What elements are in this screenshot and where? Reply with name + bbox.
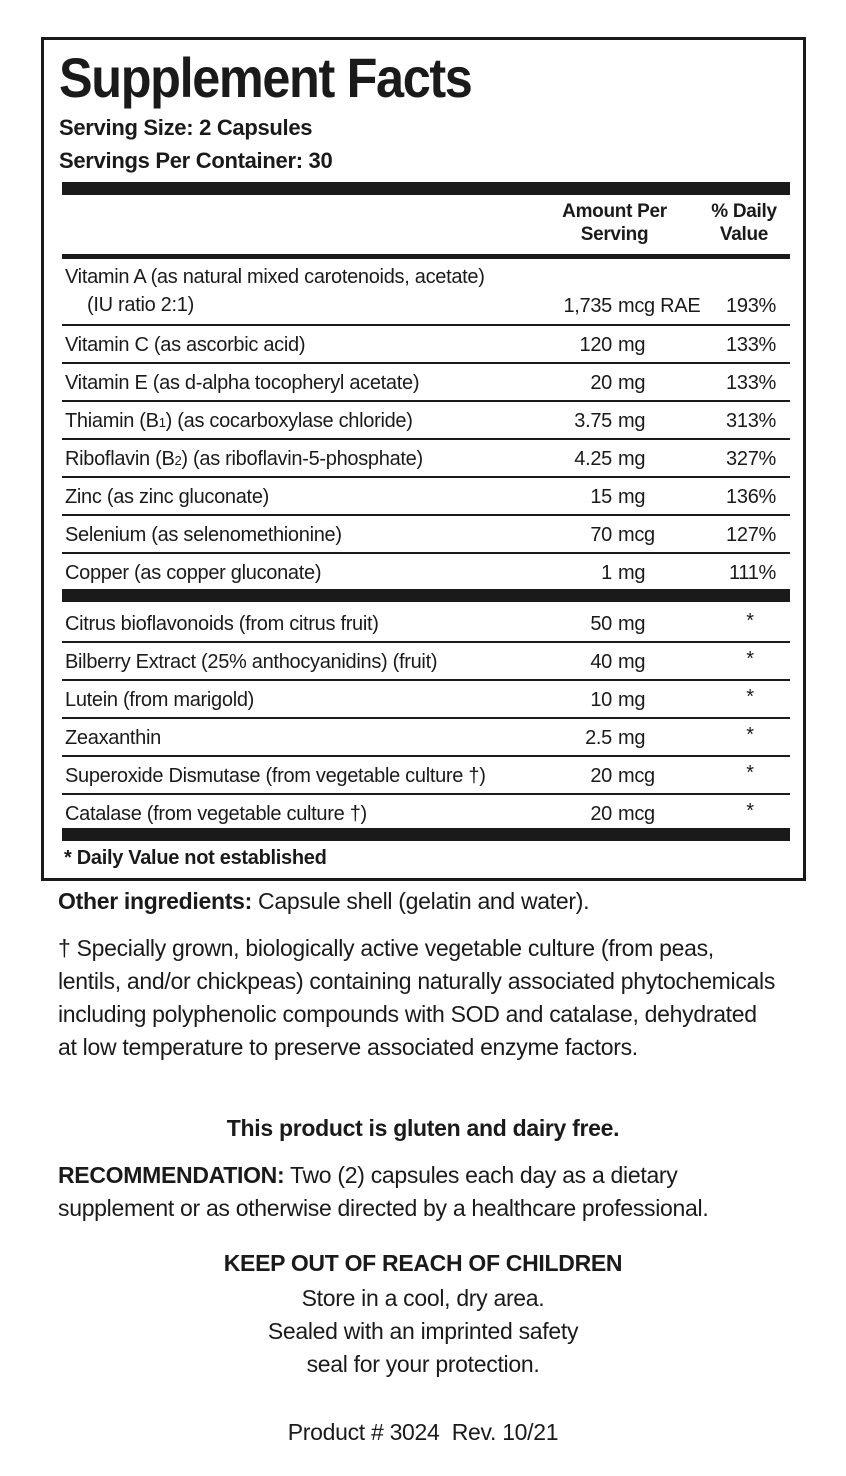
nutrient-amount: 3.75 [574, 410, 612, 432]
ingredient-name: Catalase (from vegetable culture †) [65, 803, 367, 825]
panel-title: Supplement Facts [59, 46, 472, 109]
nutrient-name: Vitamin E (as d-alpha tocopheryl acetate) [65, 372, 420, 394]
vegetable-culture-note: † Specially grown, biologically active vegetable culture (from peas, lentils, and/or chickpeas) containing naturally associated phytochemicals including polyphenolic compounds with SOD and catalase, dehydrated at low temperature to preserve associated enzyme factors. [58, 935, 776, 1060]
ingredient-name: Lutein (from marigold) [65, 689, 255, 711]
seal-note-line2: seal for your protection. [306, 1351, 540, 1377]
other-ingredients [58, 885, 778, 918]
ingredient-name: Superoxide Dismutase (from vegetable culture †) [65, 765, 486, 787]
ingredient-unit: mg [618, 727, 646, 749]
ingredient-unit: mg [618, 689, 646, 711]
name-part: ) (as cocarboxylase chloride) [165, 410, 413, 432]
nutrient-row-thiamin [62, 402, 790, 440]
ingredient-amount: 20 [590, 765, 612, 787]
name-part: Riboflavin (B [65, 448, 175, 470]
nutrient-row-vitamin-a [62, 259, 790, 326]
nutrient-daily-value: 127% [726, 524, 776, 546]
gluten-dairy-free-note: This product is gluten and dairy free. [226, 1115, 620, 1141]
nutrient-name-line2: (IU ratio 2:1) [87, 294, 194, 316]
nutrient-name [65, 263, 485, 319]
ingredient-daily-value: * [746, 648, 754, 670]
nutrient-unit: mcg RAE [618, 295, 701, 317]
ingredient-row-citrus-bioflavonoids [62, 605, 790, 643]
nutrient-unit: mg [618, 486, 646, 508]
nutrient-row-vitamin-e [62, 364, 790, 402]
nutrient-unit: mg [618, 448, 646, 470]
nutrient-name: Copper (as copper gluconate) [65, 562, 322, 584]
storage-note: Store in a cool, dry area. [301, 1285, 545, 1311]
nutrient-amount: 15 [590, 486, 612, 508]
ingredient-daily-value: * [746, 762, 754, 784]
product-number: Product # 3024 Rev. 10/21 [287, 1419, 559, 1445]
ingredient-amount: 50 [590, 613, 612, 635]
nutrient-name [65, 407, 413, 437]
ingredient-row-superoxide-dismutase [62, 757, 790, 795]
ingredient-amount: 40 [590, 651, 612, 673]
seal-note-line1: Sealed with an imprinted safety [267, 1318, 579, 1344]
supplement-facts-panel [41, 37, 806, 881]
serving-size: Serving Size: 2 Capsules [59, 115, 313, 140]
nutrient-name [65, 445, 423, 475]
column-header-amount: Amount Per Serving [562, 201, 667, 245]
ingredient-row-lutein [62, 681, 790, 719]
ingredient-name: Zeaxanthin [65, 727, 161, 749]
divider-thick [62, 182, 790, 195]
ingredient-unit: mcg [618, 765, 655, 787]
nutrient-unit: mg [618, 562, 646, 584]
nutrient-daily-value: 193% [726, 295, 776, 317]
name-subscript: 2 [174, 453, 182, 468]
recommendation [58, 1159, 778, 1225]
ingredient-row-zeaxanthin [62, 719, 790, 757]
nutrient-name: Zinc (as zinc gluconate) [65, 486, 270, 508]
daily-value-footnote: * Daily Value not established [64, 847, 327, 869]
divider-thick [62, 828, 790, 841]
nutrient-amount: 20 [590, 372, 612, 394]
nutrient-amount: 120 [579, 334, 612, 356]
name-part: Thiamin (B [65, 410, 159, 432]
nutrient-unit: mcg [618, 524, 655, 546]
nutrient-row-selenium [62, 516, 790, 554]
warning-title: KEEP OUT OF REACH OF CHILDREN [223, 1250, 623, 1276]
ingredient-unit: mg [618, 651, 646, 673]
other-ingredients-label: Other ingredients: [58, 888, 252, 914]
nutrient-row-riboflavin [62, 440, 790, 478]
nutrient-daily-value: 327% [726, 448, 776, 470]
ingredient-name: Bilberry Extract (25% anthocyanidins) (fruit) [65, 651, 438, 673]
ingredient-daily-value: * [746, 724, 754, 746]
nutrient-amount: 70 [590, 524, 612, 546]
nutrient-daily-value: 133% [726, 372, 776, 394]
nutrient-amount: 1 [601, 562, 612, 584]
ingredient-amount: 2.5 [585, 727, 612, 749]
nutrient-daily-value: 111% [729, 562, 776, 584]
nutrient-amount: 1,735 [563, 295, 612, 317]
ingredient-unit: mcg [618, 803, 655, 825]
nutrient-daily-value: 136% [726, 486, 776, 508]
nutrient-name-line1: Vitamin A (as natural mixed carotenoids, acetate) [65, 266, 485, 288]
nutrient-daily-value: 133% [726, 334, 776, 356]
nutrient-name: Selenium (as selenomethionine) [65, 524, 342, 546]
name-subscript: 1 [158, 415, 166, 430]
nutrient-unit: mg [618, 410, 646, 432]
nutrient-daily-value: 313% [726, 410, 776, 432]
ingredient-daily-value: * [746, 610, 754, 632]
other-ingredients-text: Capsule shell (gelatin and water). [251, 888, 590, 914]
nutrient-unit: mg [618, 334, 646, 356]
name-part: ) (as riboflavin-5-phosphate) [181, 448, 423, 470]
nutrient-unit: mg [618, 372, 646, 394]
nutrient-row-vitamin-c [62, 326, 790, 364]
ingredient-row-bilberry [62, 643, 790, 681]
nutrient-amount: 4.25 [574, 448, 612, 470]
divider-thick [62, 589, 790, 602]
ingredient-amount: 20 [590, 803, 612, 825]
nutrient-name: Vitamin C (as ascorbic acid) [65, 334, 306, 356]
servings-per-container: Servings Per Container: 30 [59, 148, 333, 173]
recommendation-label: RECOMMENDATION: [58, 1162, 285, 1188]
ingredient-amount: 10 [590, 689, 612, 711]
recommendation-text: Two (2) capsules each day as a dietary supplement or as otherwise directed by a healthcare professional. [58, 1162, 709, 1221]
ingredient-daily-value: * [746, 800, 754, 822]
ingredient-unit: mg [618, 613, 646, 635]
nutrient-row-zinc [62, 478, 790, 516]
nutrient-row-copper [62, 554, 790, 592]
column-header-daily-value: % Daily Value [711, 201, 777, 245]
ingredient-daily-value: * [746, 686, 754, 708]
ingredient-name: Citrus bioflavonoids (from citrus fruit) [65, 613, 379, 635]
